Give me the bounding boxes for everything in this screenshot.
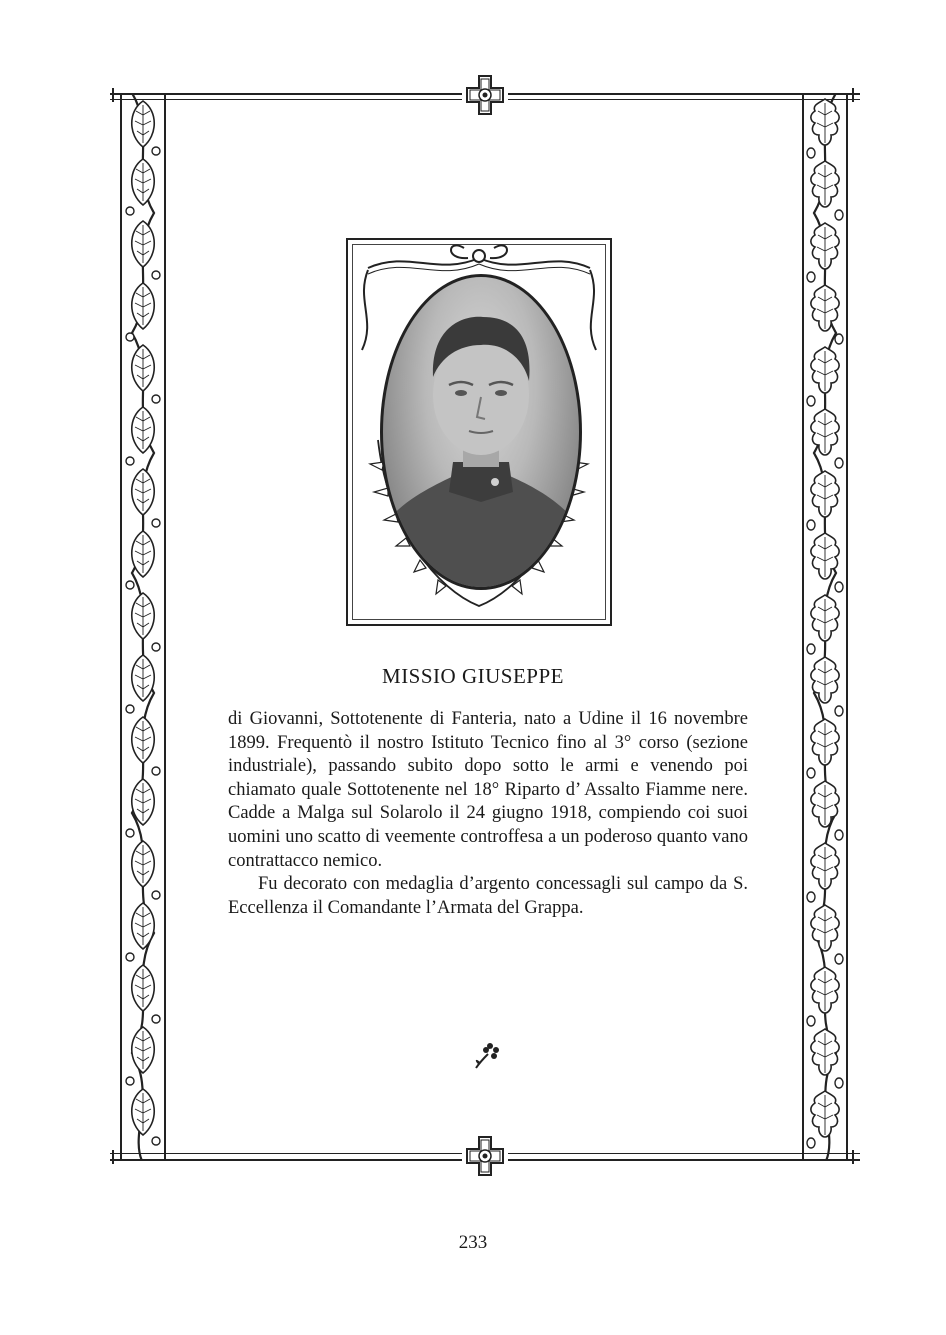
page-number: 233 xyxy=(458,1232,488,1253)
corner-post-left-bottom xyxy=(112,1150,114,1164)
entry-name-heading: MISSIO GIUSEPPE xyxy=(382,664,564,688)
cross-ornament-icon xyxy=(463,1135,507,1179)
portrait-frame xyxy=(346,238,612,626)
biography-paragraph-2: Fu decorato con medaglia d’argento concessagli sul campo da S. Eccellenza il Comandante l’Armata del Grappa. xyxy=(228,874,748,918)
soldier-portrait-photo xyxy=(380,274,582,590)
cross-ornament-icon xyxy=(463,74,507,118)
soldier-silhouette-icon xyxy=(383,277,579,587)
corner-post-right-top xyxy=(852,88,854,102)
biography-paragraph-1: di Giovanni, Sottotenente di Fanteria, nato a Udine il 16 novembre 1899. Frequentò il nostro Istituto Tecnico fino al 3° corso (sezione industriale), passando subito dopo sotto le armi e venendo poi chiamato quale Sottotenente nel 18° Riparto d’ Assalto Fiamme nere. Cadde a Malga sul Solarolo il 24 giugno 1918, compiendo coi suoi uomini uno scatto di veemente controffesa a un poderoso quanto vano contrattacco nemico. xyxy=(228,709,748,871)
corner-post-left-top xyxy=(112,88,114,102)
right-vine-border xyxy=(802,93,848,1161)
flower-icon xyxy=(472,1040,500,1070)
corner-post-right-bottom xyxy=(852,1150,854,1164)
left-vine-border xyxy=(120,93,166,1161)
oak-leaves-icon xyxy=(804,93,846,1161)
entry-biography xyxy=(228,708,748,920)
vine-leaves-icon xyxy=(122,93,164,1161)
